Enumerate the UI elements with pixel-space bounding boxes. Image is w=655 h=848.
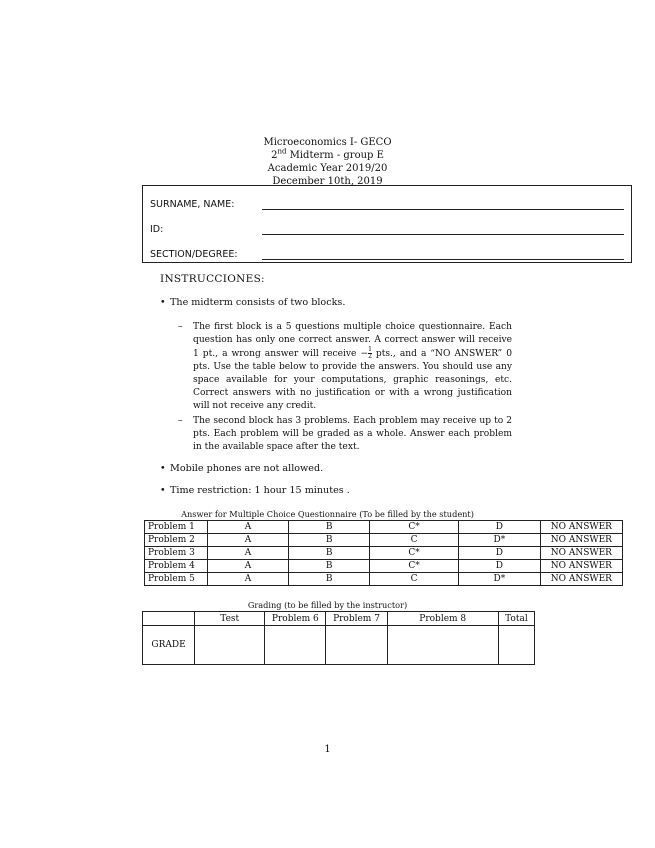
option-a[interactable]: A	[207, 560, 288, 573]
grading-table	[142, 611, 535, 665]
option-d[interactable]: D	[459, 547, 541, 560]
option-b[interactable]: B	[289, 521, 370, 534]
section-line[interactable]	[262, 259, 624, 260]
option-b[interactable]: B	[289, 560, 370, 573]
problem-label: Problem 4	[145, 560, 208, 573]
surname-row[interactable]	[150, 199, 624, 215]
grading-header-cell: Problem 8	[387, 612, 498, 626]
grading-header-cell: Total	[498, 612, 534, 626]
option-no-answer[interactable]: NO ANSWER	[540, 521, 622, 534]
id-row[interactable]	[150, 224, 624, 240]
grading-header-cell: Test	[195, 612, 265, 626]
problem-label: Problem 3	[145, 547, 208, 560]
course-title: Microeconomics I- GECO	[263, 137, 392, 148]
id-line[interactable]	[262, 234, 624, 235]
bullet-time: • Time restriction: 1 hour 15 minutes .	[160, 485, 350, 496]
bullet-icon: •	[160, 297, 166, 308]
grade-cell-test[interactable]	[195, 626, 265, 665]
academic-year: Academic Year 2019/20	[267, 163, 388, 174]
option-c[interactable]: C*	[370, 560, 459, 573]
mc-row	[145, 547, 623, 560]
sub-item-first-block: – The first block is a 5 questions multiple choice questionnaire. Each question has only one correct answer. A correct answer will receive 1 pt., a wrong answer will receive − $\frac{1}{2}$ pts., and a “NO ANSWER” 0 pts. Use the table below to provide the answers. You should use any space available for your computations, graphic reasonings, etc. Correct answers with no justification or with a wrong justification will not receive any credit.	[178, 322, 512, 411]
option-d[interactable]: D*	[459, 534, 541, 547]
fraction-half: $\frac{1}{2}$	[368, 346, 372, 360]
option-d[interactable]: D	[459, 560, 541, 573]
option-no-answer[interactable]: NO ANSWER	[540, 534, 622, 547]
mc-row	[145, 534, 623, 547]
surname-line[interactable]	[262, 209, 624, 210]
bullet-blocks: • The midterm consists of two blocks.	[160, 297, 346, 308]
problem-label: Problem 5	[145, 573, 208, 586]
bullet-mobile: • Mobile phones are not allowed.	[160, 463, 324, 474]
exam-title: 2nd Midterm - group E	[271, 147, 384, 161]
bullet-icon: •	[160, 463, 166, 474]
mc-row	[145, 521, 623, 534]
grading-header-cell: Problem 7	[326, 612, 387, 626]
grade-cell-total[interactable]	[498, 626, 534, 665]
option-no-answer[interactable]: NO ANSWER	[540, 573, 622, 586]
id-label: ID:	[150, 224, 164, 235]
option-b[interactable]: B	[289, 573, 370, 586]
option-c[interactable]: C	[370, 573, 459, 586]
section-label: SECTION/DEGREE:	[150, 249, 238, 260]
grading-caption: Grading (to be filled by the instructor)	[247, 600, 408, 610]
bullet-icon: •	[160, 485, 166, 496]
option-c[interactable]: C	[370, 534, 459, 547]
grade-cell-problem-6[interactable]	[265, 626, 326, 665]
grading-header-cell	[143, 612, 195, 626]
dash-icon: –	[178, 322, 183, 332]
grade-row	[143, 626, 535, 665]
page-number: 1	[324, 744, 331, 755]
problem-label: Problem 1	[145, 521, 208, 534]
option-c[interactable]: C*	[370, 521, 459, 534]
option-a[interactable]: A	[207, 573, 288, 586]
grade-cell-problem-7[interactable]	[326, 626, 387, 665]
mc-row	[145, 560, 623, 573]
exam-date: December 10th, 2019	[272, 176, 383, 187]
exam-header	[0, 136, 655, 188]
mc-answer-table	[144, 520, 623, 586]
option-c[interactable]: C*	[370, 547, 459, 560]
sub-item-second-block: – The second block has 3 problems. Each problem may receive up to 2 pts. Each problem will be graded as a whole. Answer each problem in the available space after the text.	[178, 416, 512, 452]
grade-label: GRADE	[143, 626, 195, 665]
dash-icon: –	[178, 416, 183, 426]
grading-header-row	[143, 612, 535, 626]
problem-label: Problem 2	[145, 534, 208, 547]
student-id-box	[142, 185, 632, 263]
mc-row	[145, 573, 623, 586]
grading-header-cell: Problem 6	[265, 612, 326, 626]
option-d[interactable]: D	[459, 521, 541, 534]
option-b[interactable]: B	[289, 534, 370, 547]
option-no-answer[interactable]: NO ANSWER	[540, 547, 622, 560]
section-row[interactable]	[150, 249, 624, 265]
option-b[interactable]: B	[289, 547, 370, 560]
option-a[interactable]: A	[207, 547, 288, 560]
option-no-answer[interactable]: NO ANSWER	[540, 560, 622, 573]
option-a[interactable]: A	[207, 521, 288, 534]
instructions-title: INSTRUCCIONES:	[160, 273, 265, 285]
surname-label: SURNAME, NAME:	[150, 199, 235, 210]
option-d[interactable]: D*	[459, 573, 541, 586]
option-a[interactable]: A	[207, 534, 288, 547]
grade-cell-problem-8[interactable]	[387, 626, 498, 665]
mc-caption: Answer for Multiple Choice Questionnaire (To be filled by the student)	[181, 509, 474, 519]
